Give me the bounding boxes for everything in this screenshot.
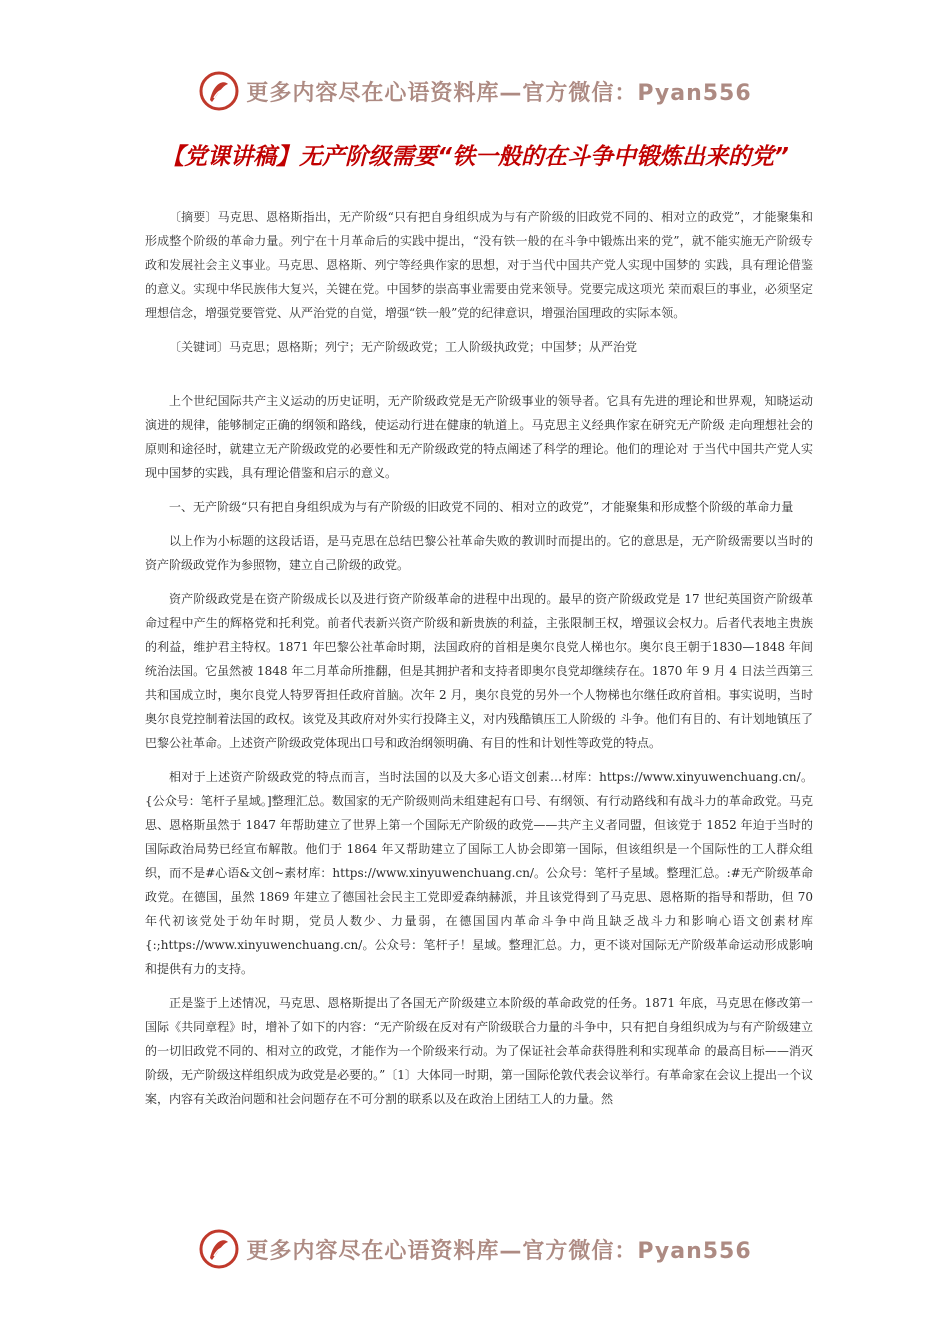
footer-banner xyxy=(0,1224,950,1274)
keywords-paragraph: 〔关键词〕马克思；恩格斯；列宁；无产阶级政党；工人阶级执政党；中国梦；从严治党 xyxy=(169,340,638,354)
body-paragraph-4: 相对于上述资产阶级政党的特点而言，当时法国的以及大多心语文创素…材库：https://www.xinyuwenchuang.cn/。{公众号：笔杆子星域。]整理汇总。数国家的无产阶级则尚未组建起有口号、有纲领、有行动路线和有战斗力的革命政党。马克思、恩格斯虽然于 1847 年帮助建立了世界上第一个国际无产阶级的政党——共产主义者同盟，但该党于 1852 年迫于当时的国际政治局势已经宣布解散。他们于 1864 年又帮助建立了国际工人协会即第一国际，但该组织是一个国际性的工人群众组织，而不是#心语&文创~素材库：https://www.xinyuwenchuang.cn/。公众号：笔杆子星域。整理汇总。:#无产阶级革命政党。在德国，虽然 1869 年建立了德国社会民主工党即爱森纳赫派，并且该党得到了马克思、恩格斯的指导和帮助，但 70 年代初该党处于幼年时期，党员人数少、力量弱，在德国国内革命斗争中尚且缺乏战斗力和影响心语文创素材库{:;https://www.xinyuwenchuang.cn/。公众号：笔杆子！星域。整理汇总。力，更不谈对国际无产阶级革命运动形成影响和提供有力的支持。 xyxy=(145,770,813,976)
brand-logo-icon xyxy=(198,1228,240,1270)
body-paragraph-2: 以上作为小标题的这段话语，是马克思在总结巴黎公社革命失败的教训时而提出的。它的意思是，无产阶级需要以当时的资产阶级政党作为参照物，建立自己阶级的政党。 xyxy=(145,534,813,572)
banner-text: 更多内容尽在心语资料库—官方微信：Pyan556 xyxy=(246,80,752,106)
body-paragraph-1: 上个世纪国际共产主义运动的历史证明，无产阶级政党是无产阶级事业的领导者。它具有先进的理论和世界观，知晓运动演进的规律，能够制定正确的纲领和路线，使运动行进在健康的轨道上。马克思主义经典作家在研究无产阶级 走向理想社会的原则和途径时，就建立无产阶级政党的必要性和无产阶级政党的特点阐述了科学的理论。他们的理论对 于当代中国共产党人实现中国梦的实践，具有理论借鉴和启示的意义。 xyxy=(145,394,813,480)
brand-logo-icon xyxy=(198,70,240,112)
body-paragraph-3: 资产阶级政党是在资产阶级成长以及进行资产阶级革命的进程中出现的。最早的资产阶级政党是 17 世纪英国资产阶级革命过程中产生的辉格党和托利党。前者代表新兴资产阶级和新贵族的利益，主张限制王权，增强议会权力。后者代表地主贵族的利益，维护君主特权。1871 年巴黎公社革命时期，法国政府的首相是奥尔良党人梯也尔。奥尔良王朝于1830—1848 年间统治法国。它虽然被 1848 年二月革命所推翻，但是其拥护者和支持者即奥尔良党却继续存在。1870 年 9 月 4 日法兰西第三共和国成立时，奥尔良党人特罗胥担任政府首脑。次年 2 月，奥尔良党的另外一个人物梯也尔继任政府首相。事实说明，当时奥尔良党控制着法国的政权。该党及其政府对外实行投降主义，对内残酷镇压工人阶级的 斗争。他们有目的、有计划地镇压了巴黎公社革命。上述资产阶级政党体现出口号和政治纲领明确、有目的性和计划性等政党的特点。 xyxy=(145,592,813,750)
document-body xyxy=(145,205,813,1121)
abstract-paragraph: 〔摘要〕马克思、恩格斯指出，无产阶级“只有把自身组织成为与有产阶级的旧政党不同的、相对立的政党”，才能聚集和形成整个阶级的革命力量。列宁在十月革命后的实践中提出，“没有铁一般的在斗争中锻炼出来的党”，就不能实施无产阶级专政和发展社会主义事业。马克思、恩格斯、列宁等经典作家的思想，对于当代中国共产党人实现中国梦的 实践，具有理论借鉴的意义。实现中华民族伟大复兴，关键在党。中国梦的崇高事业需要由党来领导。党要完成这项光 荣而艰巨的事业，必须坚定理想信念，增强党要管党、从严治党的自觉，增强“铁一般”党的纪律意识，增强治国理政的实际本领。 xyxy=(145,210,813,320)
document-title: 【党课讲稿】无产阶级需要“铁一般的在斗争中锻炼出来的党” xyxy=(161,144,789,170)
section-heading-1: 一、无产阶级“只有把自身组织成为与有产阶级的旧政党不同的、相对立的政党”，才能聚集和形成整个阶级的革命力量 xyxy=(169,500,794,514)
body-paragraph-5: 正是鉴于上述情况，马克思、恩格斯提出了各国无产阶级建立本阶级的革命政党的任务。1871 年底，马克思在修改第一国际《共同章程》时，增补了如下的内容：“无产阶级在反对有产阶级联合力量的斗争中，只有把自身组织成为与有产阶级建立的一切旧政党不同的、相对立的政党，才能作为一个阶级来行动。为了保证社会革命获得胜利和实现革命 的最高目标——消灭阶级，无产阶级这样组织成为政党是必要的。”〔1〕大体同一时期，第一国际伦敦代表会议举行。有革命家在会议上提出一个议案，内容有关政治问题和社会问题存在不可分割的联系以及在政治上团结工人的力量。然 xyxy=(145,996,813,1106)
banner-text: 更多内容尽在心语资料库—官方微信：Pyan556 xyxy=(246,1238,752,1264)
header-banner xyxy=(0,66,950,116)
